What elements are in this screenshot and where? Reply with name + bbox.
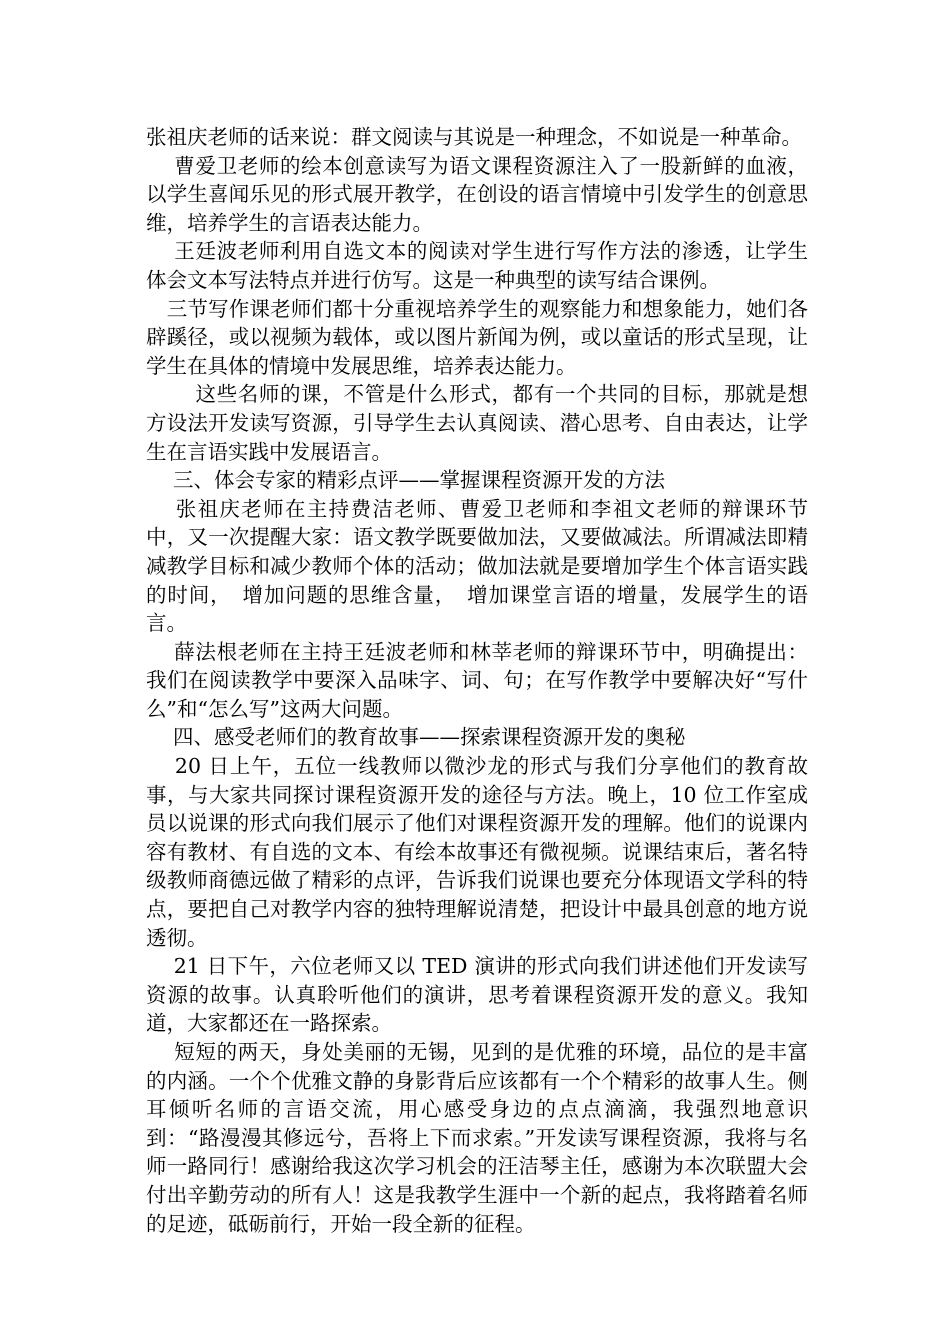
paragraph-3: 王廷波老师利用自选文本的阅读对学生进行写作方法的渗透，让学生体会文本写法特点并进行仿写。这是一种典型的读写结合课例。 <box>146 239 808 292</box>
paragraph-10: 短短的两天，身处美丽的无锡，见到的是优雅的环境，品位的是丰富的内涵。一个个优雅文静的身影背后应该都有一个个精彩的故事人生。侧耳倾听名师的言语交流，用心感受身边的点点滴滴，我强烈地意识到：“路漫漫其修远兮，吾将上下而求索。”开发读写课程资源，我将与名师一路同行！感谢给我这次学习机会的汪洁琴主任，感谢为本次联盟大会付出辛勤劳动的所有人！这是我教学生涯中一个新的起点，我将踏着名师的足迹，砥砺前行，开始一段全新的征程。 <box>146 1040 808 1236</box>
paragraph-8: 20 日上午，五位一线教师以微沙龙的形式与我们分享他们的教育故事，与大家共同探讨课程资源开发的途径与方法。晚上，10 位工作室成员以说课的形式向我们展示了他们对课程资源开发的理解。他们的说课内容有教材、有自选的文本、有绘本故事还有微视频。说课结束后，著名特级教师商德远做了精彩的点评，告诉我们说课也要充分体现语文学科的特点，要把自己对教学内容的独特理解说清楚，把设计中最具创意的地方说透彻。 <box>146 754 808 950</box>
paragraph-6: 张祖庆老师在主持费洁老师、曹爱卫老师和李祖文老师的辩课环节中，又一次提醒大家：语文教学既要做加法，又要做减法。所谓减法即精减教学目标和减少教师个体的活动；做加法就是要增加学生个体言语实践的时间， 增加问题的思维含量， 增加课堂言语的增量，发展学生的语言。 <box>146 496 808 636</box>
body-text <box>146 123 808 1238</box>
paragraph-4: 三节写作课老师们都十分重视培养学生的观察能力和想象能力，她们各辟蹊径，或以视频为载体，或以图片新闻为例，或以童话的形式呈现，让学生在具体的情境中发展思维，培养表达能力。 <box>146 296 808 378</box>
section-heading-3: 三、体会专家的精彩点评——掌握课程资源开发的方法 <box>146 468 666 493</box>
paragraph-2: 曹爱卫老师的绘本创意读写为语文课程资源注入了一股新鲜的血液，以学生喜闻乐见的形式展开教学，在创设的语言情境中引发学生的创意思维，培养学生的言语表达能力。 <box>146 153 808 235</box>
paragraph-9: 21 日下午，六位老师又以 TED 演讲的形式向我们讲述他们开发读写资源的故事。认真聆听他们的演讲，思考着课程资源开发的意义。我知道，大家都还在一路探索。 <box>146 954 808 1036</box>
paragraph-7: 薛法根老师在主持王廷波老师和林莘老师的辩课环节中，明确提出：我们在阅读教学中要深入品味字、词、句；在写作教学中要解决好“写什么”和“怎么写”这两大问题。 <box>146 639 808 721</box>
section-heading-4: 四、感受老师们的教育故事——探索课程资源开发的奥秘 <box>146 725 686 750</box>
paragraph-1: 张祖庆老师的话来说：群文阅读与其说是一种理念，不如说是一种革命。 <box>146 125 802 149</box>
paragraph-5: 这些名师的课，不管是什么形式，都有一个共同的目标，那就是想方设法开发读写资源，引导学生去认真阅读、潜心思考、自由表达，让学生在言语实践中发展语言。 <box>146 382 808 464</box>
